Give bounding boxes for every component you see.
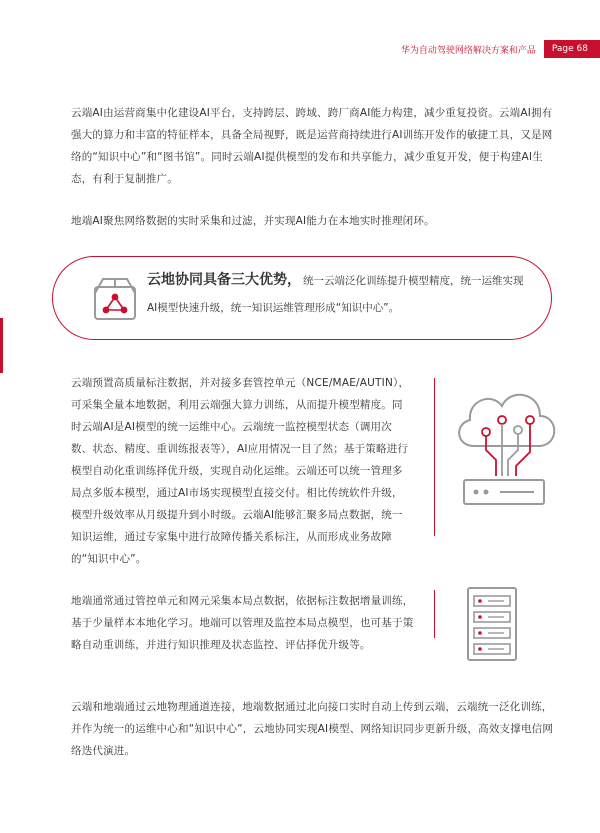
paragraph-edge-ai: 地端AI聚焦网络数据的实时采集和过滤，并实现AI能力在本地实时推理闭环。	[71, 215, 435, 227]
paragraph-edge-detail: 地端通常通过管控单元和网元采集本局点数据，依据标注数据增量训练，基于少量样本本地化学习。地端可以管理及监控本局点模型，也可基于策略自动重训练，并进行知识推理及状态监控、评估择优升级等。	[71, 595, 414, 651]
advantage-callout	[52, 256, 552, 340]
cloud-server-icon	[444, 380, 564, 536]
section-divider-1	[434, 378, 435, 536]
network-box-icon	[87, 271, 143, 327]
callout-lead: 云地协同具备三大优势，	[147, 272, 301, 288]
server-rack-icon	[462, 584, 522, 664]
page-number-badge: Page 68	[544, 40, 600, 58]
callout-text	[147, 267, 527, 322]
callout-body: 统一云端泛化训练提升模型精度，统一运维实现AI模型快速升级，统一知识运维管理形成“知识中心”。	[147, 275, 524, 314]
left-margin-accent	[0, 318, 3, 373]
paragraph-cloud-edge-sync: 云端和地端通过云地物理通道连接，地端数据通过北向接口实时自动上传到云端，云端统一泛化训练，并作为统一的运维中心和“知识中心”，云地协同实现AI模型、网络知识同步更新升级，高效支撑电信网络迭代演进。	[71, 701, 554, 757]
page-header	[401, 40, 600, 58]
header-title: 华为自动驾驶网络解决方案和产品	[400, 45, 536, 56]
paragraph-cloud-detail: 云端预置高质量标注数据，并对接多套管控单元（NCE/MAE/AUTIN），可采集全量本地数据，利用云端强大算力训练，从而提升模型精度。同时云端AI是AI模型的统一运维中心。云端统一监控模型状态（调用次数、状态、精度、重训练报表等），AI应用情况一目了然；基于策略进行模型自动化重训练择优升级，实现自动化运维。云端还可以统一管理多局点多版本模型，通过AI市场实现模型直接交付。相比传统软件升级，模型升级效率从月级提升到小时级。云端AI能够汇聚多局点数据，统一知识运维，通过专家集中进行故障传播关系标注，从而形成业务故障的“知识中心”。	[71, 377, 410, 565]
section-divider-2	[434, 590, 435, 638]
paragraph-cloud-ai: 云端AI由运营商集中化建设AI平台，支持跨层、跨域、跨厂商AI能力构建，减少重复投资。云端AI拥有强大的算力和丰富的特征样本，具备全局视野，既是运营商持续进行AI训练开发作的敏捷工具，又是网络的“知识中心”和“图书馆”。同时云端AI提供模型的发布和共享能力，减少重复开发，便于构建AI生态，有利于复制推广。	[71, 107, 553, 185]
